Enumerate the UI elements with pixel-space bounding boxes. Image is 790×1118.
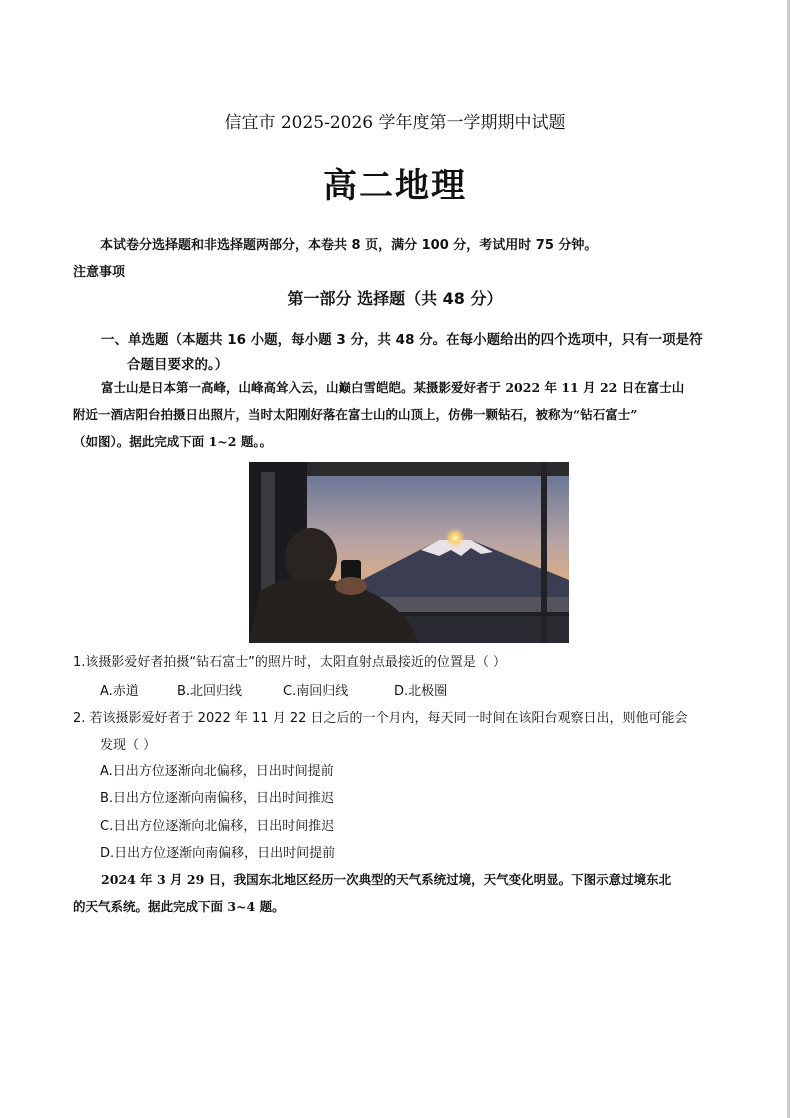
- q2-stem-line2: 发现（ ）: [100, 738, 157, 753]
- notice-heading: 注意事项: [73, 265, 126, 280]
- q2-stem-line1: 2. 若该摄影爱好者于 2022 年 11 月 22 日之后的一个月内，每天同一时间在该阳台观察日出，则他可能会: [73, 711, 688, 726]
- passage1-line3: （如图）。据此完成下面 1~2 题。。: [73, 434, 273, 449]
- part-title: 第一部分 选择题（共 48 分）: [287, 289, 503, 308]
- exam-subtitle: 信宜市 2025-2026 学年度第一学期期中试题: [224, 113, 566, 133]
- q1-stem: 1.该摄影爱好者拍摄“钻石富士”的照片时，太阳直射点最接近的位置是（ ）: [73, 655, 507, 670]
- passage2-line1: 2024 年 3 月 29 日，我国东北地区经历一次典型的天气系统过境，天气变化明显。下图示意过境东北: [101, 872, 672, 887]
- q2-option-b[interactable]: B.日出方位逐渐向南偏移，日出时间推迟: [100, 791, 335, 806]
- q1-option-d[interactable]: D.北极圈: [394, 684, 448, 699]
- intro-text: 本试卷分选择题和非选择题两部分，本卷共 8 页，满分 100 分，考试用时 75 分钟。: [100, 238, 598, 253]
- q1-option-a[interactable]: A.赤道: [100, 684, 139, 699]
- diamond-fuji-photo: [249, 462, 569, 643]
- q1-options: [100, 680, 500, 699]
- passage1-line1: 富士山是日本第一高峰，山峰高耸入云，山巅白雪皑皑。某摄影爱好者于 2022 年 11 月 22 日在富士山: [101, 380, 685, 395]
- section-instructions-line2: 合题目要求的。）: [127, 357, 229, 373]
- passage2-line2: 的天气系统。据此完成下面 3~4 题。: [73, 899, 285, 914]
- q2-option-a[interactable]: A.日出方位逐渐向北偏移，日出时间提前: [100, 764, 334, 779]
- q1-option-b[interactable]: B.北回归线: [177, 684, 243, 699]
- exam-title: 高二地理: [323, 166, 467, 206]
- q2-option-c[interactable]: C.日出方位逐渐向北偏移，日出时间推迟: [100, 819, 335, 834]
- q2-option-d[interactable]: D.日出方位逐渐向南偏移，日出时间提前: [100, 846, 336, 861]
- q1-option-c[interactable]: C.南回归线: [283, 684, 349, 699]
- section-instructions-line1: 一、单选题（本题共 16 小题，每小题 3 分，共 48 分。在每小题给出的四个选项中，只有一项是符: [101, 332, 703, 348]
- passage1-line2: 附近一酒店阳台拍摄日出照片，当时太阳刚好落在富士山的山顶上，仿佛一颗钻石，被称为“钻石富士”: [73, 407, 638, 422]
